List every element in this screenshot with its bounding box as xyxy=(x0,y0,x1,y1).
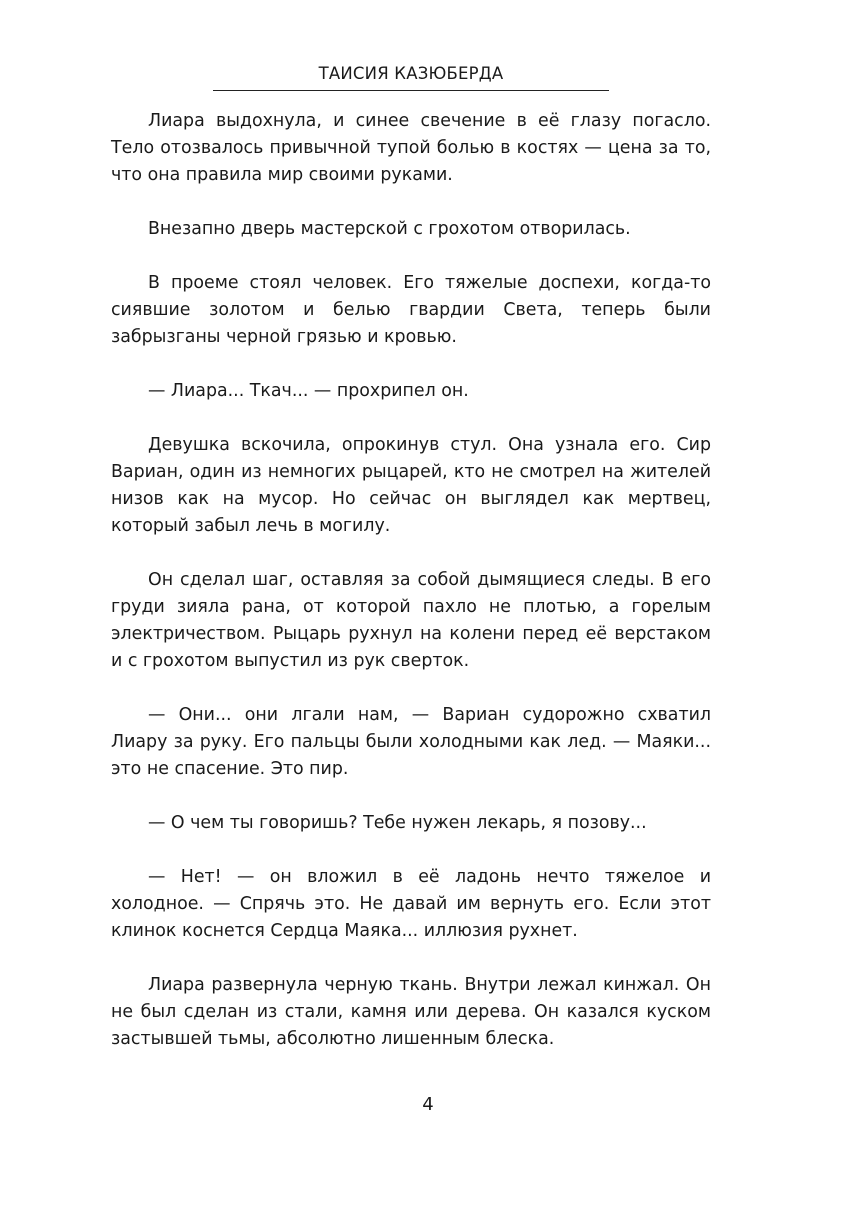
paragraph: — Лиара... Ткач... — прохрипел он. xyxy=(148,381,469,401)
paragraph: Лиара развернула черную ткань. Внутри лежал кинжал. Он не был сделан из стали, камня или дерева. Он казался куском застывшей тьмы, абсолютно лишенным блеска. xyxy=(111,975,711,1049)
paragraph: — О чем ты говоришь? Тебе нужен лекарь, я позову... xyxy=(148,813,647,833)
paragraph: Он сделал шаг, оставляя за собой дымящиеся следы. В его груди зияла рана, от которой пахло не плотью, а горелым электричеством. Рыцарь рухнул на колени перед её верстаком и с грохотом выпустил из рук сверток. xyxy=(111,570,711,671)
paragraph: — Нет! — он вложил в её ладонь нечто тяжелое и холодное. — Спрячь это. Не давай им вернуть его. Если этот клинок коснется Сердца Маяка... иллюзия рухнет. xyxy=(111,867,711,941)
paragraph: Внезапно дверь мастерской с грохотом отворилась. xyxy=(148,219,631,239)
running-header-author: ТАИСИЯ КАЗЮБЕРДА xyxy=(318,64,504,83)
paragraph: Девушка вскочила, опрокинув стул. Она узнала его. Сир Вариан, один из немногих рыцарей, кто не смотрел на жителей низов как на мусор. Но сейчас он выглядел как мертвец, который забыл лечь в могилу. xyxy=(111,435,711,536)
paragraph: — Они... они лгали нам, — Вариан судорожно схватил Лиару за руку. Его пальцы были холодными как лед. — Маяки... это не спасение. Это пир. xyxy=(111,705,711,779)
page-body xyxy=(111,108,711,1080)
paragraph: Лиара выдохнула, и синее свечение в её глазу погасло. Тело отозвалось привычной тупой болью в костях — цена за то, что она правила мир своими руками. xyxy=(111,111,711,185)
page-number: 4 xyxy=(422,1094,434,1115)
header-divider xyxy=(213,90,609,91)
paragraph: В проеме стоял человек. Его тяжелые доспехи, когда-то сиявшие золотом и белью гвардии Света, теперь были забрызганы черной грязью и кровью. xyxy=(111,273,711,347)
